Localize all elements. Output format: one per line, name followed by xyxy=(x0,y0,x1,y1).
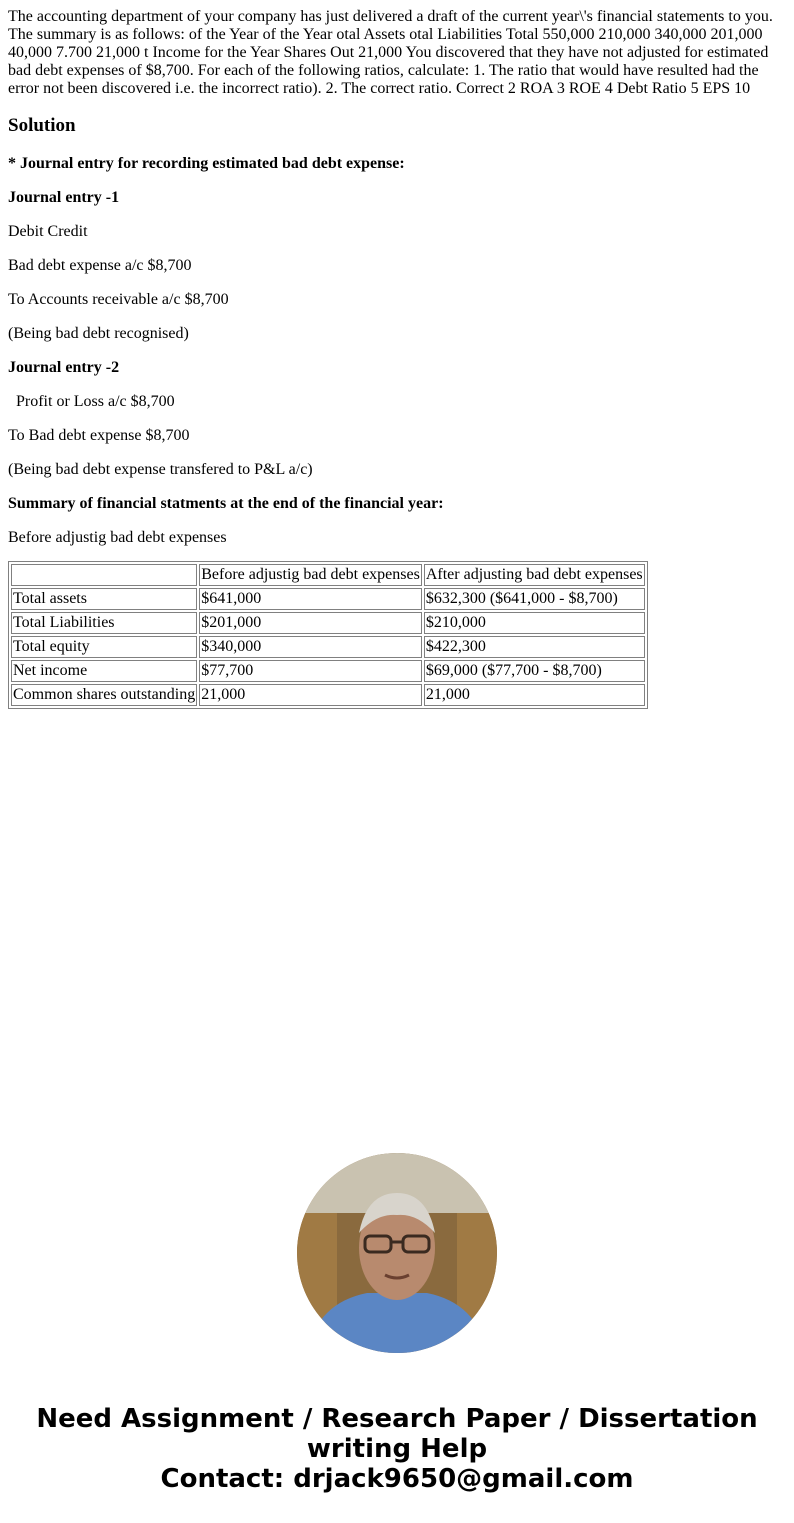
banner-line-1: Need Assignment / Research Paper / Dissertation xyxy=(36,1404,758,1434)
journal-entry-heading: * Journal entry for recording estimated bad debt expense: xyxy=(8,155,405,172)
table-cell: $77,700 xyxy=(199,660,422,682)
banner-contact-email: Contact: drjack9650@gmail.com xyxy=(160,1464,634,1494)
table-cell: 21,000 xyxy=(424,684,645,706)
table-row xyxy=(11,588,645,610)
before-label: Before adjustig bad debt expenses xyxy=(8,529,227,546)
journal-entry-1-title: Journal entry -1 xyxy=(8,189,120,206)
person-photo-icon xyxy=(297,1153,497,1353)
table-cell: 21,000 xyxy=(199,684,422,706)
table-cell: Total assets xyxy=(11,588,197,610)
table-cell: Total Liabilities xyxy=(11,612,197,634)
je2-line-2: To Bad debt expense $8,700 xyxy=(8,427,190,444)
table-header-row xyxy=(11,564,645,586)
je1-line-2: To Accounts receivable a/c $8,700 xyxy=(8,291,229,308)
author-avatar xyxy=(297,1153,497,1353)
table-header-cell: Before adjustig bad debt expenses xyxy=(199,564,422,586)
je1-line-1: Bad debt expense a/c $8,700 xyxy=(8,257,192,274)
journal-entry-2-title: Journal entry -2 xyxy=(8,359,120,376)
table-cell: Common shares outstanding xyxy=(11,684,197,706)
table-cell: Net income xyxy=(11,660,197,682)
summary-table xyxy=(8,561,648,709)
table-cell: Total equity xyxy=(11,636,197,658)
table-cell: $210,000 xyxy=(424,612,645,634)
table-cell: $632,300 ($641,000 - $8,700) xyxy=(424,588,645,610)
je2-line-1: Profit or Loss a/c $8,700 xyxy=(8,393,175,410)
table-row xyxy=(11,660,645,682)
je2-line-3: (Being bad debt expense transfered to P&L a/c) xyxy=(8,461,313,478)
table-row xyxy=(11,612,645,634)
table-header-cell xyxy=(11,564,197,586)
table-header-cell: After adjusting bad debt expenses xyxy=(424,564,645,586)
table-row xyxy=(11,636,645,658)
document xyxy=(0,0,794,709)
question-text: The accounting department of your company has just delivered a draft of the current year\'s financial statements to you. The summary is as follows: of the Year of the Year otal Assets otal Liabilities Total 550,000 210,000 340,000 201,000 40,000 7.700 21,000 t Income for the Year Shares Out 21,000 You discovered that they have not adjusted for estimated bad debt expenses of $8,700. For each of the following ratios, calculate: 1. The ratio that would have resulted had the error not been discovered i.e. the incorrect ratio). 2. The correct ratio. Correct 2 ROA 3 ROE 4 Debt Ratio 5 EPS 10 xyxy=(8,8,773,97)
table-cell: $422,300 xyxy=(424,636,645,658)
table-cell: $69,000 ($77,700 - $8,700) xyxy=(424,660,645,682)
table-cell: $201,000 xyxy=(199,612,422,634)
summary-heading: Summary of financial statments at the end of the financial year: xyxy=(8,495,444,512)
solution-heading: Solution xyxy=(8,115,76,136)
table-cell: $641,000 xyxy=(199,588,422,610)
banner-line-2: writing Help xyxy=(306,1434,488,1464)
table-cell: $340,000 xyxy=(199,636,422,658)
debit-credit-label: Debit Credit xyxy=(8,223,88,240)
table-row xyxy=(11,684,645,706)
je1-line-3: (Being bad debt recognised) xyxy=(8,325,189,342)
contact-banner xyxy=(0,1404,794,1494)
